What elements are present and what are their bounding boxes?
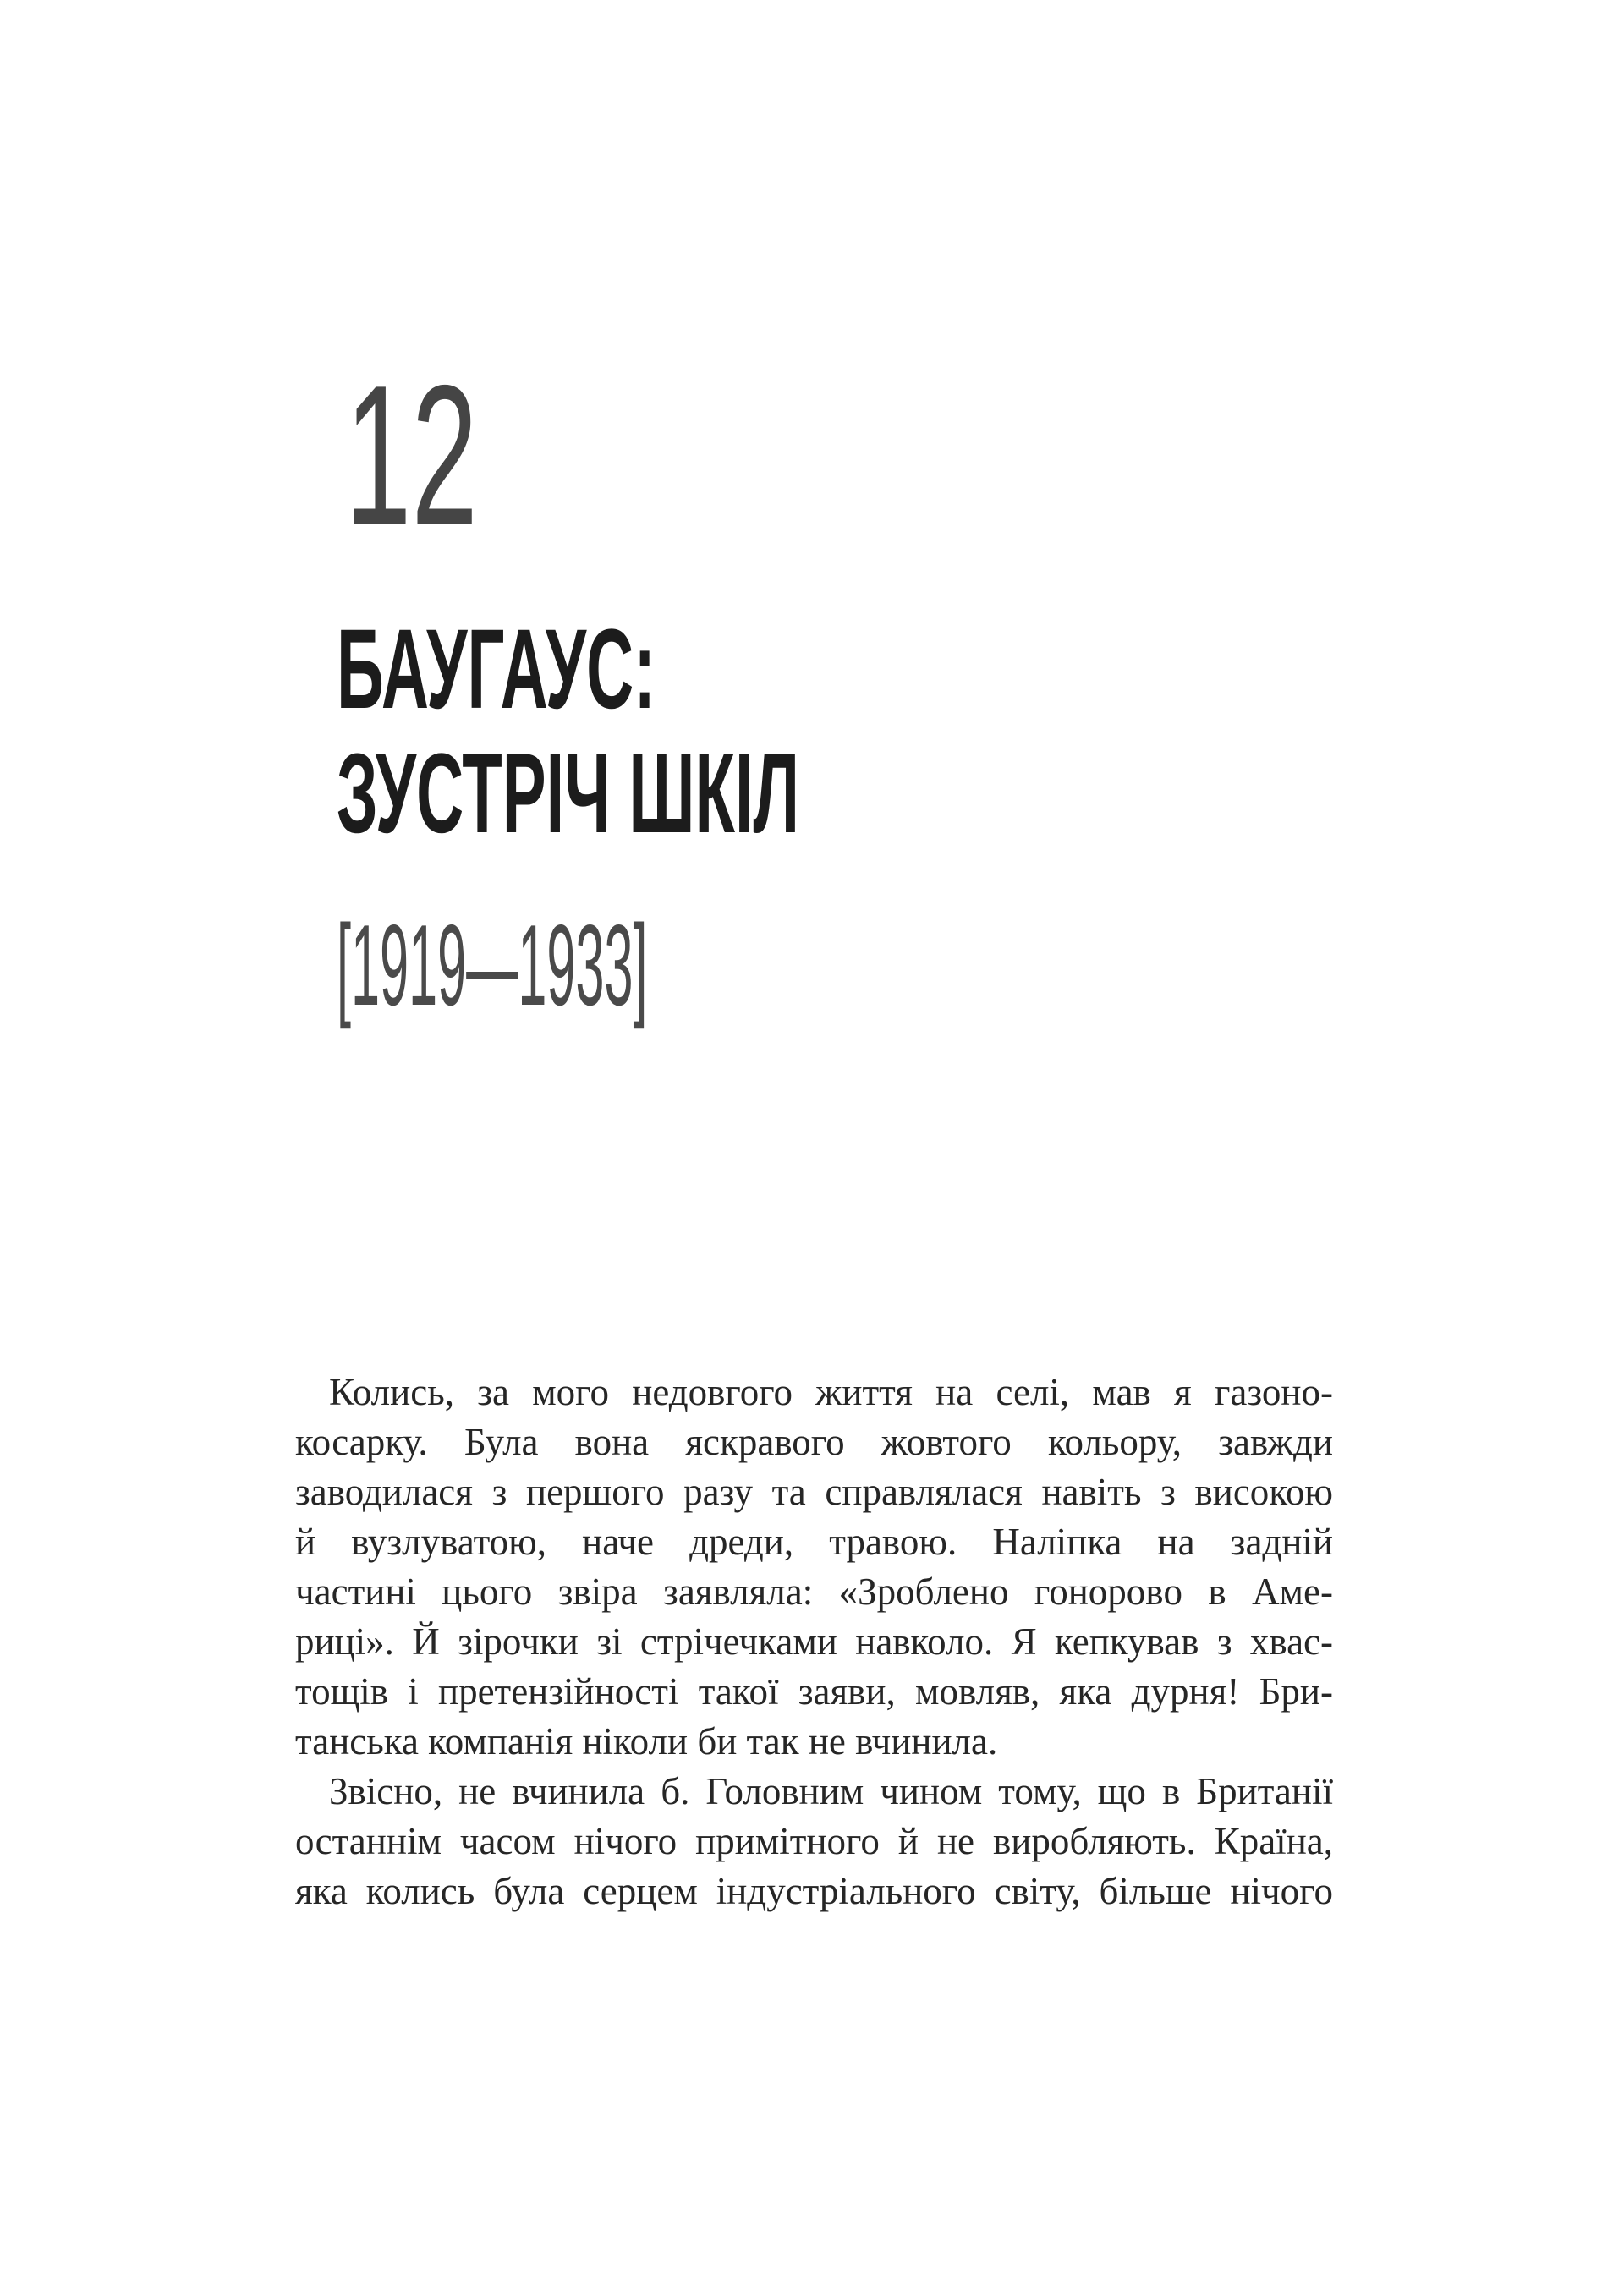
text-line: частині цього звіра заявляла: «Зроблено гоноровo в Аме- [295, 1571, 1333, 1613]
text-line: тощів і претензійності такої заяви, мовляв, яка дурня! Бри- [295, 1670, 1333, 1713]
chapter-title-line-2: ЗУСТРІЧ ШКІЛ [337, 731, 800, 857]
body-text [295, 1368, 1333, 1916]
text-line: Колись, за мого недовгого життя на селі, мав я газоно- [329, 1371, 1333, 1413]
text-line: яка колись була серцем індустріального світу, більше нічого [295, 1870, 1333, 1912]
chapter-title-line-1: БАУГАУС: [337, 606, 656, 732]
text-line: заводилася з першого разу та справлялася навіть з високою [295, 1471, 1333, 1513]
text-line: косарку. Була вона яскравого жовтого кольору, завжди [295, 1421, 1333, 1463]
text-line: Звісно, не вчинила б. Головним чином тому, що в Британії [329, 1770, 1333, 1812]
text-line: танська компанія ніколи би так не вчинила. [295, 1720, 998, 1762]
text-line: й вузлуватою, наче дреди, травою. Наліпка на задній [295, 1521, 1333, 1563]
text-line: риці». Й зірочки зі стрічечками навколо. Я кепкував з хвас- [295, 1620, 1333, 1663]
chapter-dates: [1919—1933] [337, 901, 648, 1029]
chapter-number: 12 [345, 343, 478, 566]
text-line: останнім часом нічого примітного й не виробляють. Країна, [295, 1820, 1333, 1862]
